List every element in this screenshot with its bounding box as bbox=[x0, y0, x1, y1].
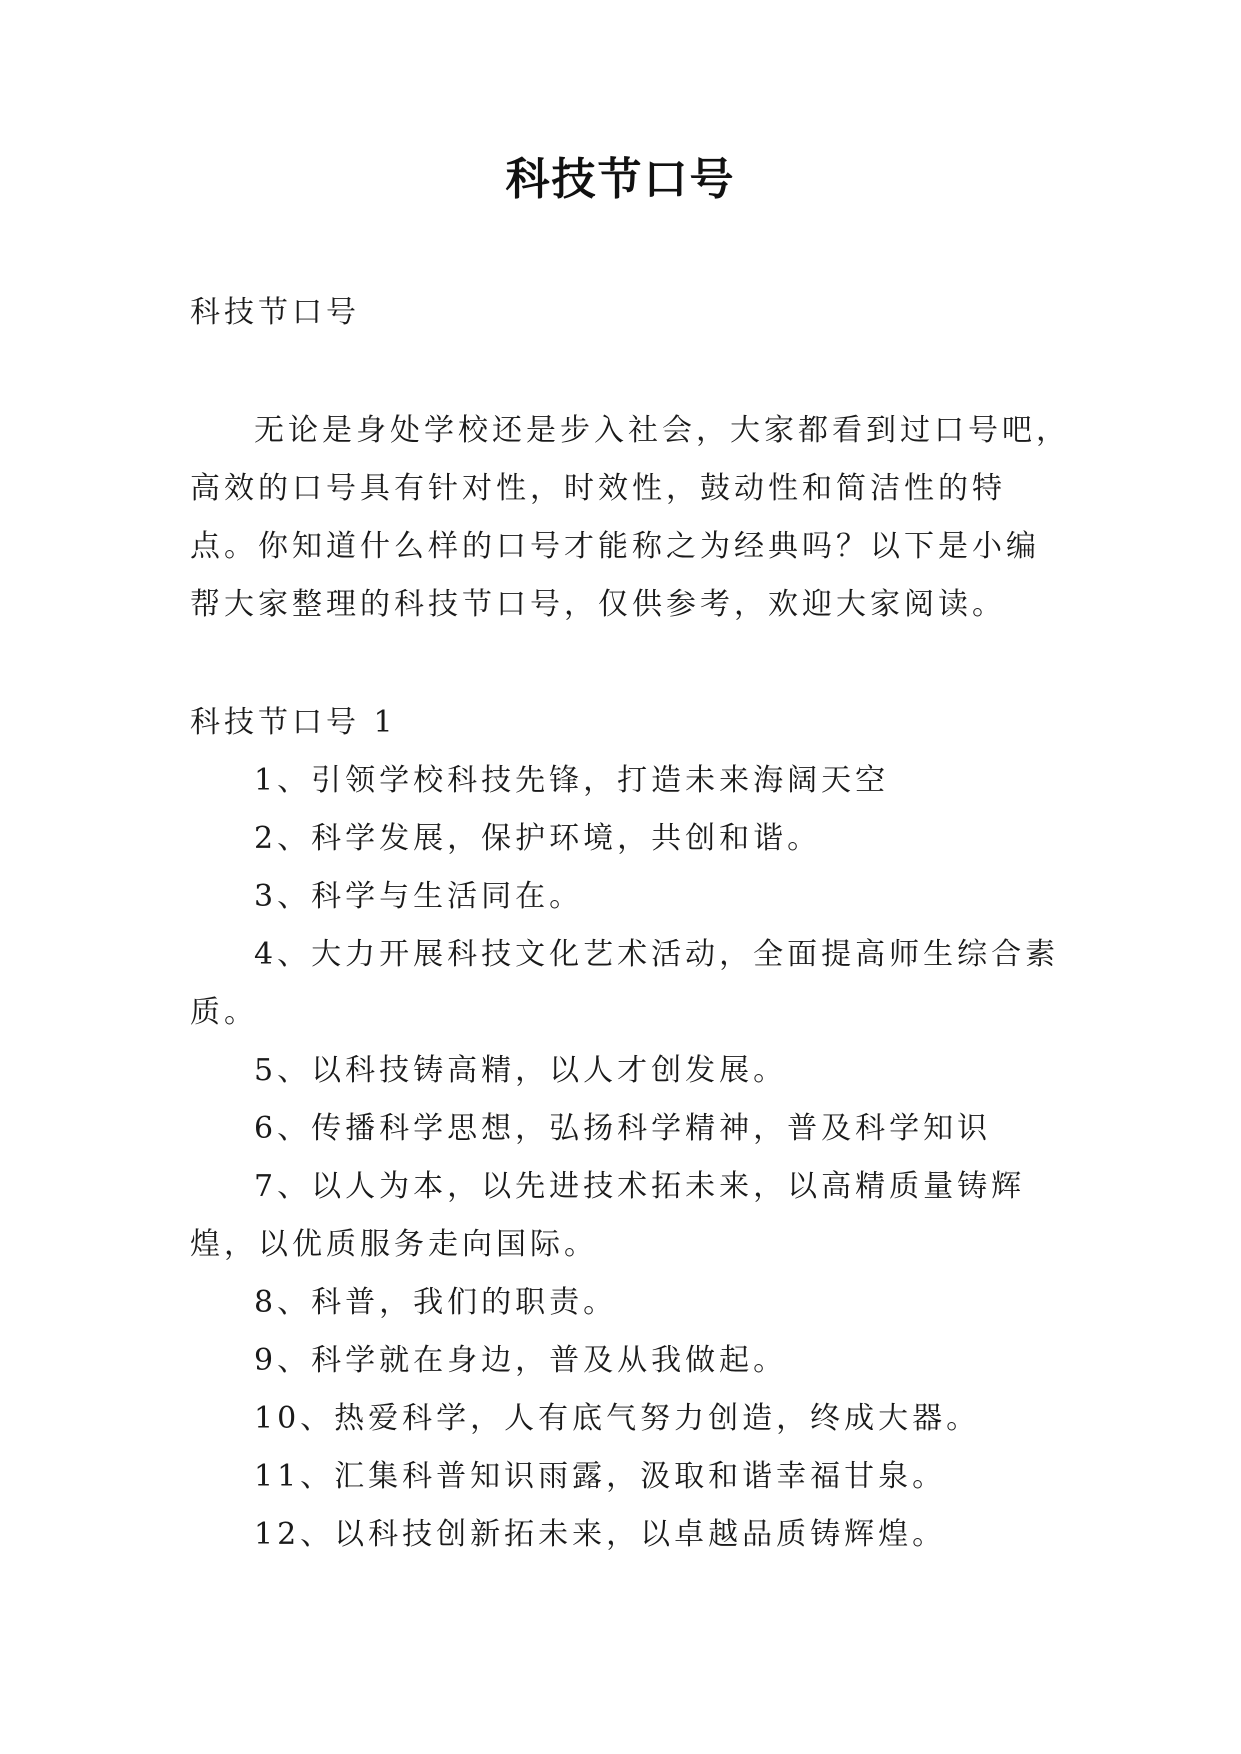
slogan-item: 5、以科技铸高精，以人才创发展。 bbox=[254, 1053, 788, 1088]
document-subtitle: 科技节口号 bbox=[190, 295, 360, 330]
slogan-item: 10、热爱科学，人有底气努力创造，终成大器。 bbox=[254, 1401, 981, 1436]
slogan-item: 12、以科技创新拓未来，以卓越品质铸辉煌。 bbox=[254, 1517, 947, 1552]
slogan-item: 3、科学与生活同在。 bbox=[254, 879, 584, 914]
slogan-item: 11、汇集科普知识雨露，汲取和谐幸福甘泉。 bbox=[254, 1459, 947, 1494]
slogan-item: 7、以人为本，以先进技术拓未来，以高精质量铸辉煌，以优质服务走向国际。 bbox=[190, 1169, 1026, 1262]
slogan-item: 4、大力开展科技文化艺术活动，全面提高师生综合素质。 bbox=[190, 937, 1060, 1030]
slogan-item: 6、传播科学思想，弘扬科学精神，普及科学知识 bbox=[254, 1111, 992, 1146]
section-heading: 科技节口号 1 bbox=[190, 705, 397, 740]
slogan-item: 9、科学就在身边，普及从我做起。 bbox=[254, 1343, 788, 1378]
document-body bbox=[190, 284, 1070, 1564]
slogan-item: 1、引领学校科技先锋，打造未来海阔天空 bbox=[254, 763, 890, 798]
spacer bbox=[190, 342, 1070, 402]
slogan-item: 2、科学发展，保护环境，共创和谐。 bbox=[254, 821, 822, 856]
slogan-item: 8、科普，我们的职责。 bbox=[254, 1285, 618, 1320]
intro-paragraph: 无论是身处学校还是步入社会，大家都看到过口号吧，高效的口号具有针对性，时效性，鼓动性和简洁性的特点。你知道什么样的口号才能称之为经典吗？以下是小编帮大家整理的科技节口号，仅供参考，欢迎大家阅读。 bbox=[190, 413, 1070, 622]
document-title: 科技节口号 bbox=[505, 154, 736, 205]
spacer bbox=[190, 634, 1070, 694]
